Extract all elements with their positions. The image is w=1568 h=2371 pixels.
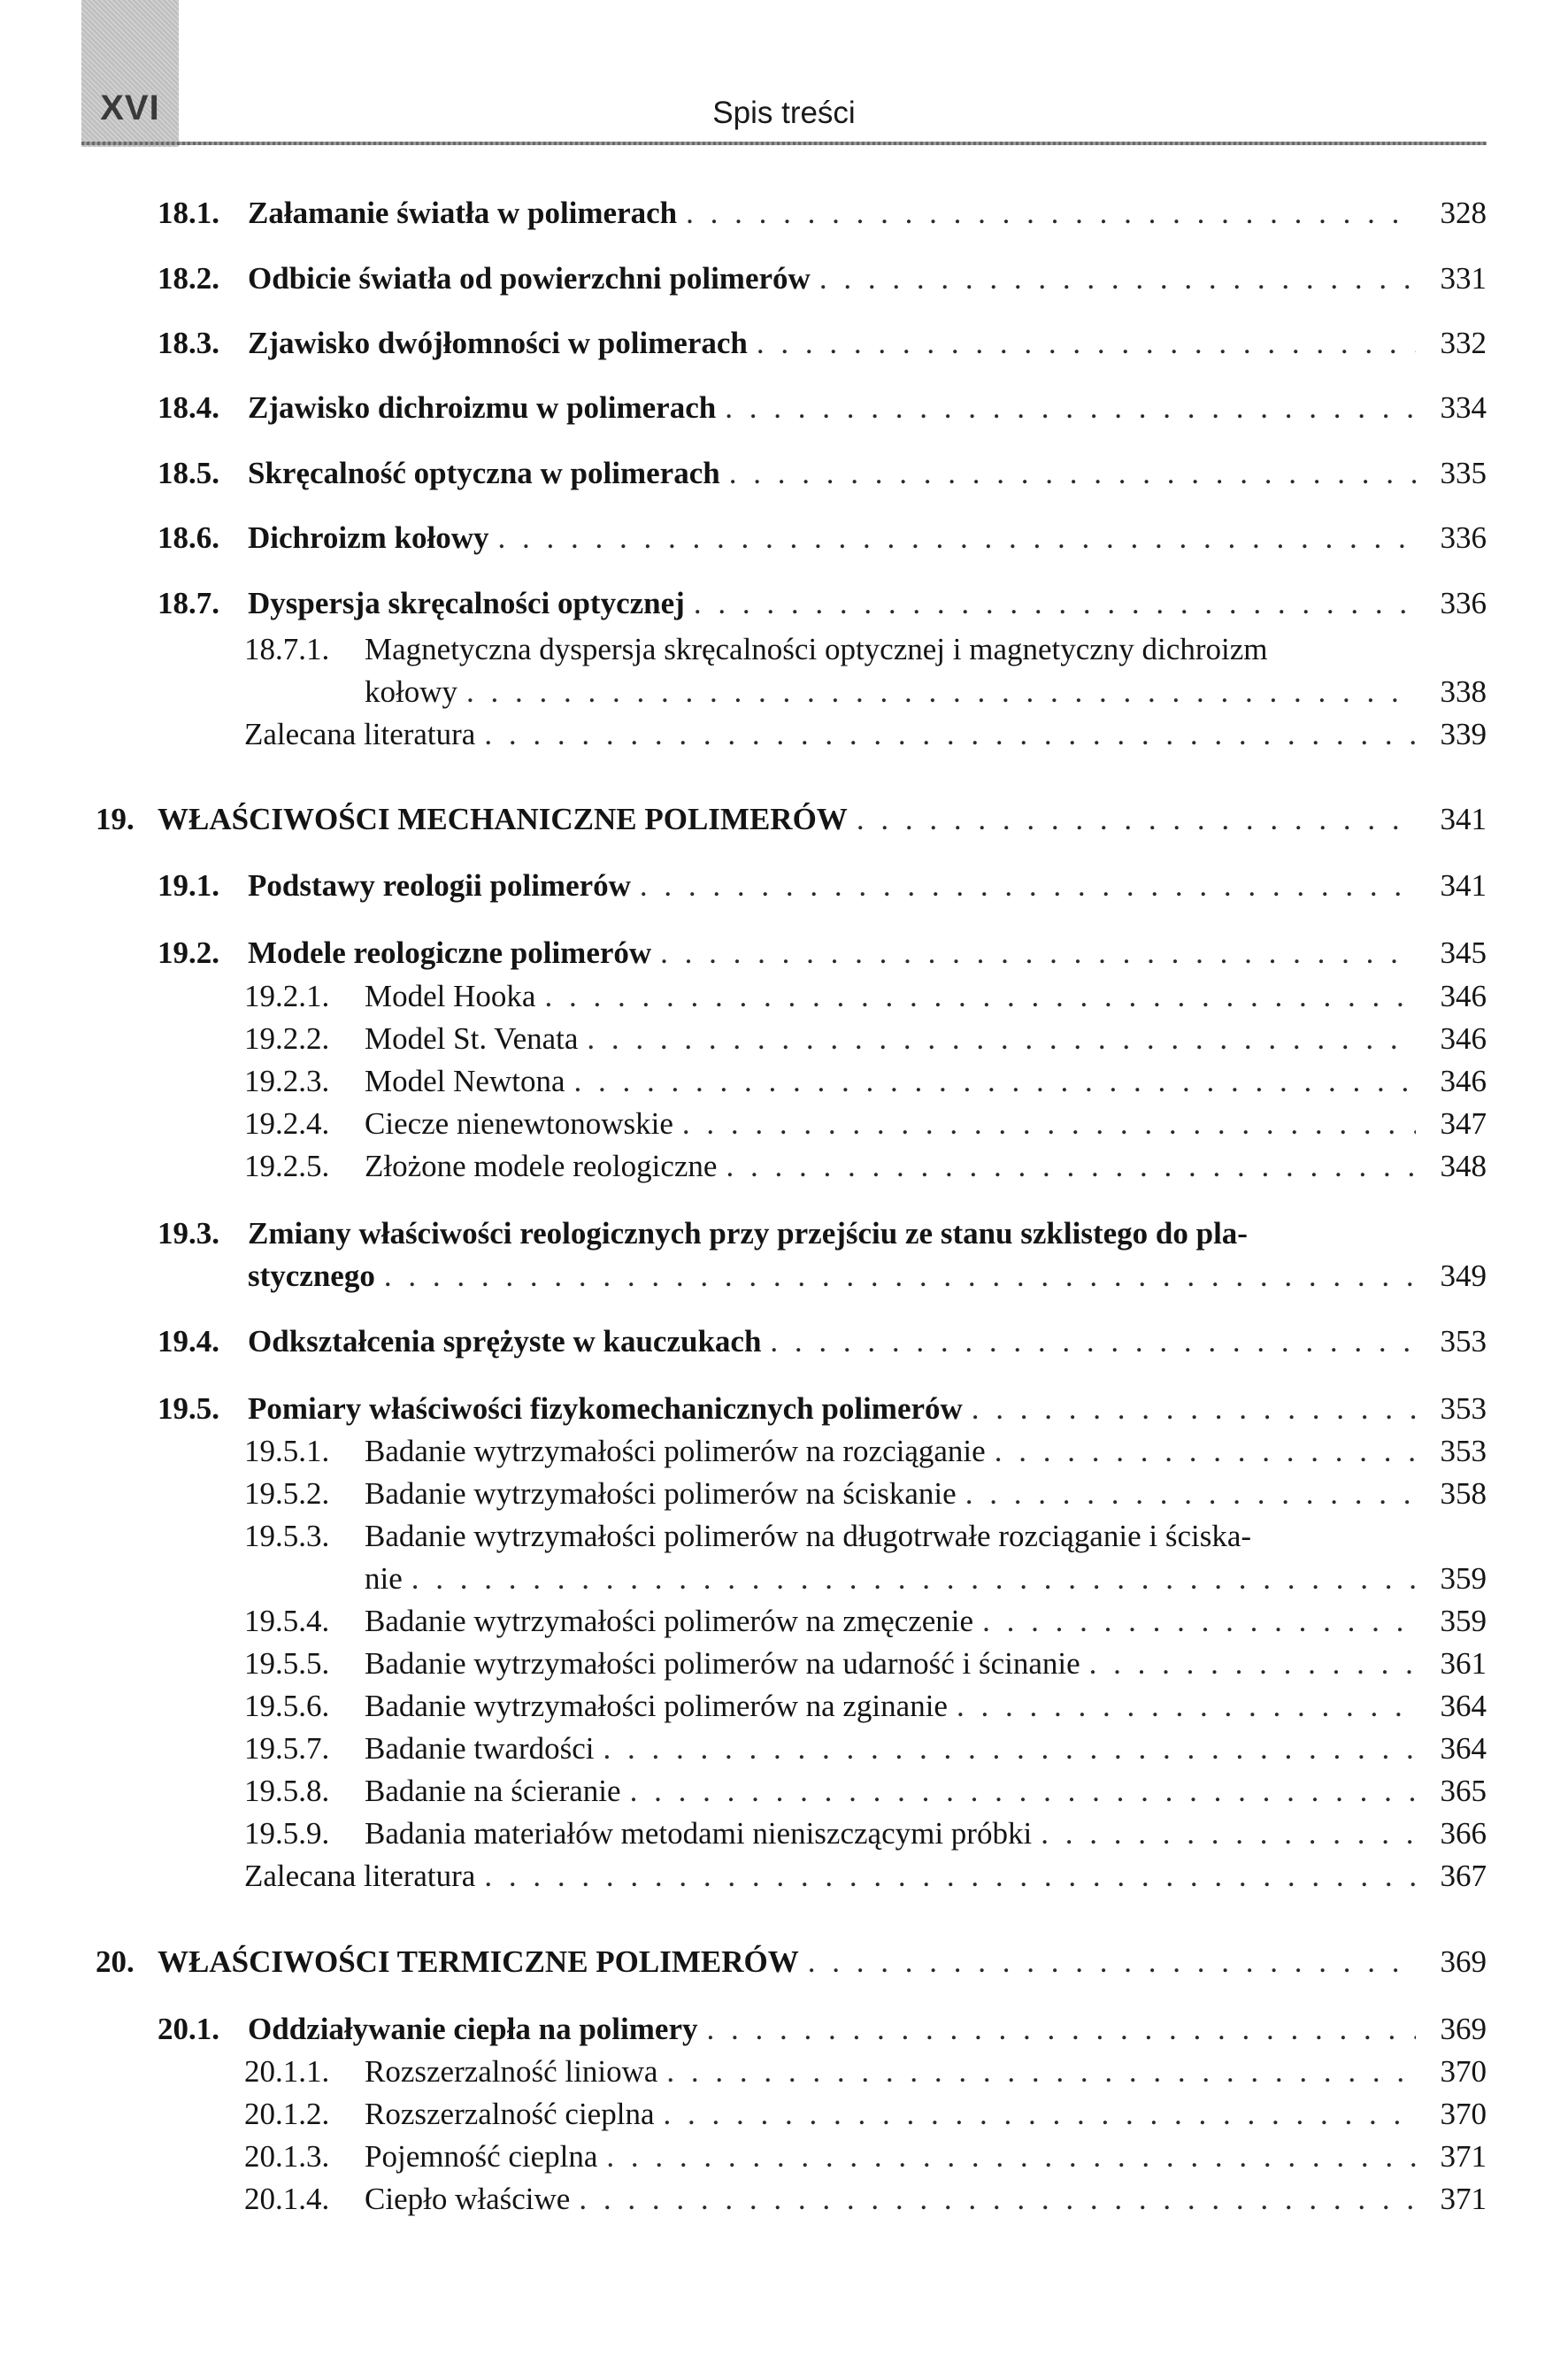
toc-entry-number: 19.2.4. — [244, 1106, 330, 1141]
dot-leader — [640, 865, 1416, 907]
toc-entry-number: 19.5.6. — [244, 1689, 330, 1723]
toc-entry-page: 346 — [1440, 979, 1487, 1013]
toc-entry-title: Dyspersja skręcalności optycznej — [248, 586, 685, 620]
toc-entry-number: 19. — [96, 802, 135, 836]
toc-entry-title: Odbicie światła od powierzchni polimerów — [248, 261, 811, 296]
toc-entry-title: Badanie wytrzymałości polimerów na długotrwałe rozciąganie i ściska- — [365, 1519, 1252, 1553]
toc-entry[interactable] — [0, 1770, 1568, 1813]
toc-entry[interactable] — [0, 1515, 1568, 1558]
toc-entry-continuation[interactable] — [0, 1255, 1568, 1297]
toc-entry-number: 19.5.2. — [244, 1476, 330, 1511]
dot-leader — [579, 2178, 1416, 2221]
toc-entry[interactable] — [0, 1685, 1568, 1728]
toc-entry-title: Badania materiałów metodami nieniszczącymi próbki — [365, 1816, 1033, 1851]
toc-entry-number: 20.1.2. — [244, 2097, 330, 2131]
toc-entry-page: 359 — [1440, 1604, 1487, 1638]
toc-entry[interactable] — [0, 1813, 1568, 1855]
toc-entry-number: 19.5.7. — [244, 1731, 330, 1766]
toc-entry[interactable] — [0, 1473, 1568, 1515]
dot-leader — [660, 932, 1416, 974]
toc-entry-page: 339 — [1440, 717, 1487, 751]
toc-entry-page: 348 — [1440, 1149, 1487, 1183]
toc-entry[interactable] — [0, 582, 1568, 625]
toc-entry-number: 19.2.3. — [244, 1064, 330, 1098]
toc-entry-number: 18.2. — [158, 261, 219, 296]
toc-entry-number: 19.5.3. — [244, 1519, 330, 1553]
toc-entry-title: Badanie wytrzymałości polimerów na zginanie — [365, 1689, 948, 1723]
toc-entry[interactable] — [0, 2008, 1568, 2051]
toc-entry-number: 20.1.1. — [244, 2054, 330, 2089]
toc-entry[interactable] — [0, 1320, 1568, 1363]
toc-entry-number: 20.1.3. — [244, 2139, 330, 2174]
toc-entry-number: 19.5.5. — [244, 1646, 330, 1681]
dot-leader — [498, 517, 1416, 559]
toc-entry[interactable] — [0, 1145, 1568, 1188]
running-head: Spis treści — [712, 96, 856, 130]
toc-entry-number: 20.1.4. — [244, 2182, 330, 2216]
toc-entry-page: 370 — [1440, 2097, 1487, 2131]
dot-leader — [606, 2136, 1416, 2178]
dot-leader — [682, 1103, 1416, 1145]
dot-leader — [666, 2051, 1416, 2093]
toc-entry-number: 19.3. — [158, 1216, 219, 1251]
toc-entry-number: 19.5.8. — [244, 1774, 330, 1808]
toc-entry[interactable] — [0, 713, 1568, 756]
toc-entry-number: 18.5. — [158, 456, 219, 490]
toc-entry-title: Pojemność cieplna — [365, 2139, 598, 2174]
toc-entry-title-continuation: stycznego — [248, 1259, 375, 1293]
toc-entry-title: Ciepło właściwe — [365, 2182, 571, 2216]
dot-leader — [484, 1855, 1416, 1898]
toc-entry-page: 328 — [1440, 196, 1487, 230]
toc-entry-number: 19.2.2. — [244, 1021, 330, 1056]
toc-entry-title: WŁAŚCIWOŚCI MECHANICZNE POLIMERÓW — [158, 802, 848, 836]
toc-entry-page: 353 — [1440, 1324, 1487, 1359]
toc-entry-page: 345 — [1440, 935, 1487, 970]
toc-entry-page: 332 — [1440, 326, 1487, 360]
toc-entry-number: 19.5.9. — [244, 1816, 330, 1851]
toc-entry-title: WŁAŚCIWOŚCI TERMICZNE POLIMERÓW — [158, 1944, 799, 1979]
toc-entry[interactable] — [0, 628, 1568, 671]
dot-leader — [411, 1558, 1416, 1600]
toc-entry-title: Badanie wytrzymałości polimerów na zmęczenie — [365, 1604, 974, 1638]
dot-leader — [663, 2093, 1416, 2136]
toc-entry-page: 369 — [1440, 2012, 1487, 2046]
toc-entry-number: 18.3. — [158, 326, 219, 360]
toc-entry-page: 336 — [1440, 520, 1487, 555]
toc-entry-page: 341 — [1440, 802, 1487, 836]
toc-entry-page: 334 — [1440, 390, 1487, 425]
toc-entry[interactable] — [0, 2136, 1568, 2178]
toc-entry-continuation[interactable] — [0, 671, 1568, 713]
toc-entry[interactable] — [0, 192, 1568, 235]
toc-entry[interactable] — [0, 1018, 1568, 1060]
toc-entry[interactable] — [0, 517, 1568, 559]
toc-entry-number: 18.1. — [158, 196, 219, 230]
toc-entry-title: Model Newtona — [365, 1064, 565, 1098]
dot-leader — [630, 1770, 1416, 1813]
dot-leader — [694, 582, 1416, 625]
toc-entry-title: Badanie wytrzymałości polimerów na udarność i ścinanie — [365, 1646, 1080, 1681]
toc-entry-title: Badanie na ścieranie — [365, 1774, 621, 1808]
toc-entry-number: 19.5. — [158, 1391, 219, 1426]
toc-chapter-entry[interactable] — [0, 1941, 1568, 1983]
dot-leader — [384, 1255, 1416, 1297]
toc-entry[interactable] — [0, 1643, 1568, 1685]
toc-entry-number: 19.2. — [158, 935, 219, 970]
dot-leader — [982, 1600, 1416, 1643]
toc-entry-page: 347 — [1440, 1106, 1487, 1141]
toc-entry-title: Dichroizm kołowy — [248, 520, 489, 555]
toc-entry-page: 335 — [1440, 456, 1487, 490]
toc-entry-page: 336 — [1440, 586, 1487, 620]
dot-leader — [725, 387, 1416, 429]
toc-entry-number: 19.1. — [158, 868, 219, 903]
toc-entry-title: Rozszerzalność cieplna — [365, 2097, 655, 2131]
toc-entry-page: 353 — [1440, 1391, 1487, 1426]
toc-entry[interactable] — [0, 1103, 1568, 1145]
toc-entry-number: 19.5.4. — [244, 1604, 330, 1638]
dot-leader — [1089, 1643, 1416, 1685]
dot-leader — [706, 2008, 1416, 2051]
toc-entry[interactable] — [0, 1600, 1568, 1643]
dot-leader — [995, 1430, 1416, 1473]
toc-entry-page: 338 — [1440, 674, 1487, 709]
toc-entry-title: Oddziaływanie ciepła na polimery — [248, 2012, 698, 2046]
toc-entry-title: Zjawisko dwójłomności w polimerach — [248, 326, 748, 360]
toc-entry-page: 346 — [1440, 1064, 1487, 1098]
toc-entry-title-continuation: nie — [365, 1561, 403, 1596]
toc-entry[interactable] — [0, 865, 1568, 907]
dot-leader — [603, 1728, 1417, 1770]
toc-entry-page: 367 — [1440, 1859, 1487, 1893]
toc-entry-number: 20. — [96, 1944, 135, 1979]
toc-entry-title: Pomiary właściwości fizykomechanicznych polimerów — [248, 1391, 963, 1426]
dot-leader — [957, 1685, 1416, 1728]
toc-entry-page: 365 — [1440, 1774, 1487, 1808]
toc-entry-number: 18.7. — [158, 586, 219, 620]
toc-entry-title: Zjawisko dichroizmu w polimerach — [248, 390, 717, 425]
toc-entry[interactable] — [0, 1212, 1568, 1255]
toc-entry-title: Badanie wytrzymałości polimerów na ściskanie — [365, 1476, 957, 1511]
toc-entry-page: 371 — [1440, 2139, 1487, 2174]
toc-entry-page: 349 — [1440, 1259, 1487, 1293]
toc-entry[interactable] — [0, 1060, 1568, 1103]
toc-entry-number: 20.1. — [158, 2012, 219, 2046]
toc-entry-title: Model Hooka — [365, 979, 536, 1013]
toc-entry-title: Załamanie światła w polimerach — [248, 196, 678, 230]
toc-entry-number: 19.2.1. — [244, 979, 330, 1013]
toc-entry-page: 331 — [1440, 261, 1487, 296]
dot-leader — [484, 713, 1416, 756]
toc-entry-title: Model St. Venata — [365, 1021, 579, 1056]
toc-entry-page: 358 — [1440, 1476, 1487, 1511]
toc-entry-number: 18.4. — [158, 390, 219, 425]
toc-entry-number: 19.2.5. — [244, 1149, 330, 1183]
toc-entry-number: 19.4. — [158, 1324, 219, 1359]
toc-entry[interactable] — [0, 1430, 1568, 1473]
toc-entry[interactable] — [0, 932, 1568, 974]
toc-entry-page: 346 — [1440, 1021, 1487, 1056]
toc-entry-title: Rozszerzalność liniowa — [365, 2054, 658, 2089]
dot-leader — [686, 192, 1416, 235]
toc-entry-title-continuation: kołowy — [365, 674, 457, 709]
toc-entry[interactable] — [0, 1388, 1568, 1430]
toc-entry[interactable] — [0, 975, 1568, 1018]
toc-entry-page: 371 — [1440, 2182, 1487, 2216]
dot-leader — [972, 1388, 1416, 1430]
toc-entry-title: Podstawy reologii polimerów — [248, 868, 631, 903]
toc-entry-number: 18.7.1. — [244, 632, 330, 666]
toc-entry-title: Badanie twardości — [365, 1731, 595, 1766]
dot-leader — [965, 1473, 1416, 1515]
toc-entry-title: Zalecana literatura — [244, 717, 476, 751]
dot-leader — [587, 1018, 1416, 1060]
dot-leader — [770, 1320, 1416, 1363]
toc-chapter-entry[interactable] — [0, 798, 1568, 841]
toc-entry-page: 341 — [1440, 868, 1487, 903]
toc-entry-page: 370 — [1440, 2054, 1487, 2089]
toc-entry-page: 359 — [1440, 1561, 1487, 1596]
toc-entry[interactable] — [0, 2178, 1568, 2221]
toc-entry-title: Ciecze nienewtonowskie — [365, 1106, 673, 1141]
toc-entry-title: Modele reologiczne polimerów — [248, 935, 652, 970]
toc-entry-title: Zmiany właściwości reologicznych przy przejściu ze stanu szklistego do pla- — [248, 1216, 1248, 1251]
toc-entry[interactable] — [0, 1855, 1568, 1898]
toc-entry[interactable] — [0, 387, 1568, 429]
toc-entry-title: Zalecana literatura — [244, 1859, 476, 1893]
dot-leader — [808, 1941, 1416, 1983]
dot-leader — [726, 1145, 1416, 1188]
toc-entry-page: 366 — [1440, 1816, 1487, 1851]
dot-leader — [573, 1060, 1416, 1103]
toc-entry[interactable] — [0, 322, 1568, 365]
dot-leader — [857, 798, 1416, 841]
dot-leader — [729, 452, 1416, 495]
dot-leader — [1041, 1813, 1416, 1855]
toc-entry-number: 18.6. — [158, 520, 219, 555]
toc-entry-page: 364 — [1440, 1689, 1487, 1723]
dot-leader — [819, 258, 1416, 300]
toc-entry-page: 369 — [1440, 1944, 1487, 1979]
toc-entry-number: 19.5.1. — [244, 1434, 330, 1468]
toc-entry[interactable] — [0, 2093, 1568, 2136]
toc-entry-title: Odkształcenia sprężyste w kauczukach — [248, 1324, 762, 1359]
toc-entry[interactable] — [0, 258, 1568, 300]
toc-entry-title: Badanie wytrzymałości polimerów na rozciąganie — [365, 1434, 986, 1468]
toc-entry-title: Magnetyczna dyspersja skręcalności optycznej i magnetyczny dichroizm — [365, 632, 1268, 666]
toc-entry[interactable] — [0, 452, 1568, 495]
toc-entry-title: Złożone modele reologiczne — [365, 1149, 718, 1183]
dot-leader — [544, 975, 1416, 1018]
page-number: XVI — [100, 89, 160, 127]
toc-entry-page: 364 — [1440, 1731, 1487, 1766]
dot-leader — [757, 322, 1416, 365]
toc-entry-page: 353 — [1440, 1434, 1487, 1468]
toc-entry-title: Skręcalność optyczna w polimerach — [248, 456, 720, 490]
toc-entry-page: 361 — [1440, 1646, 1487, 1681]
toc-entry[interactable] — [0, 1728, 1568, 1770]
toc-entry[interactable] — [0, 2051, 1568, 2093]
dot-leader — [466, 671, 1416, 713]
toc-entry-continuation[interactable] — [0, 1558, 1568, 1600]
